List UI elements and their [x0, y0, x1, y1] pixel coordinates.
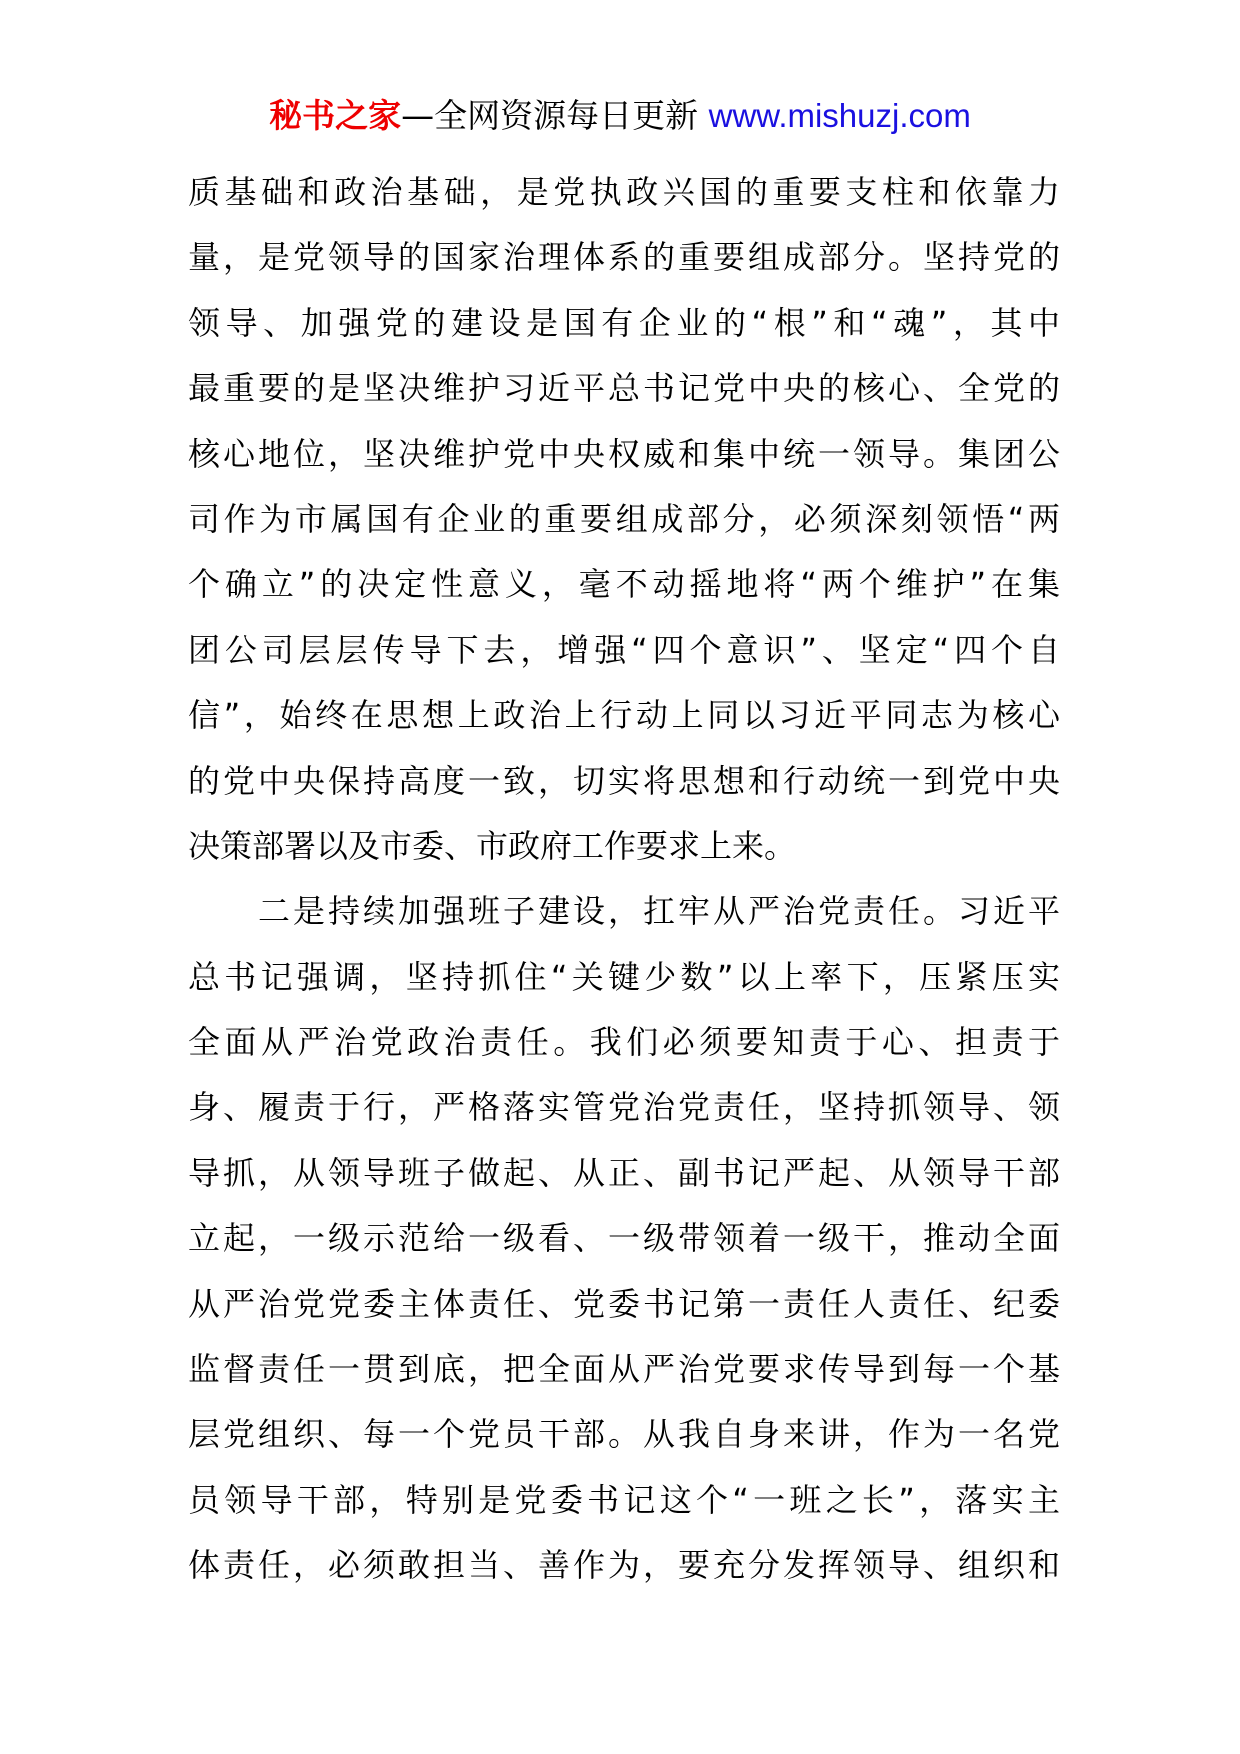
document-body — [188, 160, 1060, 1599]
paragraph — [188, 879, 1060, 1598]
text-line: 领导、加强党的建设是国有企业的“根”和“魂”，其中 — [188, 303, 1060, 342]
header-tagline: —全网资源每日更新 — [401, 96, 699, 135]
text-line: 监督责任一贯到底，把全面从严治党要求传导到每一个基 — [188, 1350, 1060, 1389]
text-line: 个确立”的决定性意义，毫不动摇地将“两个维护”在集 — [188, 565, 1060, 604]
paragraph — [188, 160, 1060, 879]
text-line: 立起，一级示范给一级看、一级带领着一级干，推动全面 — [188, 1219, 1060, 1258]
text-line: 身、履责于行，严格落实管党治党责任，坚持抓领导、领 — [188, 1088, 1060, 1127]
website-link[interactable]: www.mishuzj.com — [708, 97, 971, 134]
text-line: 的党中央保持高度一致，切实将思想和行动统一到党中央 — [188, 761, 1060, 800]
text-line: 从严治党党委主体责任、党委书记第一责任人责任、纪委 — [188, 1284, 1060, 1323]
page-header — [0, 94, 1240, 138]
text-line: 导抓，从领导班子做起、从正、副书记严起、从领导干部 — [188, 1153, 1060, 1192]
text-line: 质基础和政治基础，是党执政兴国的重要支柱和依靠力 — [188, 173, 1060, 211]
text-line: 量，是党领导的国家治理体系的重要组成部分。坚持党的 — [188, 238, 1060, 277]
text-line: 全面从严治党政治责任。我们必须要知责于心、担责于 — [188, 1023, 1060, 1062]
text-line: 员领导干部，特别是党委书记这个“一班之长”，落实主 — [188, 1480, 1060, 1519]
text-line: 核心地位，坚决维护党中央权威和集中统一领导。集团公 — [188, 434, 1060, 473]
brand-name: 秘书之家 — [269, 96, 402, 135]
text-line: 信”，始终在思想上政治上行动上同以习近平同志为核心 — [188, 696, 1060, 735]
text-line: 总书记强调，坚持抓住“关键少数”以上率下，压紧压实 — [188, 957, 1060, 996]
text-line: 二是持续加强班子建设，扛牢从严治党责任。习近平 — [188, 892, 1060, 931]
text-line: 司作为市属国有企业的重要组成部分，必须深刻领悟“两 — [188, 499, 1060, 538]
text-line: 最重要的是坚决维护习近平总书记党中央的核心、全党的 — [188, 369, 1060, 408]
text-line: 层党组织、每一个党员干部。从我自身来讲，作为一名党 — [188, 1415, 1060, 1454]
text-line: 体责任，必须敢担当、善作为，要充分发挥领导、组织和 — [188, 1546, 1060, 1585]
text-line: 团公司层层传导下去，增强“四个意识”、坚定“四个自 — [188, 630, 1060, 669]
text-line: 决策部署以及市委、市政府工作要求上来。 — [188, 826, 797, 865]
